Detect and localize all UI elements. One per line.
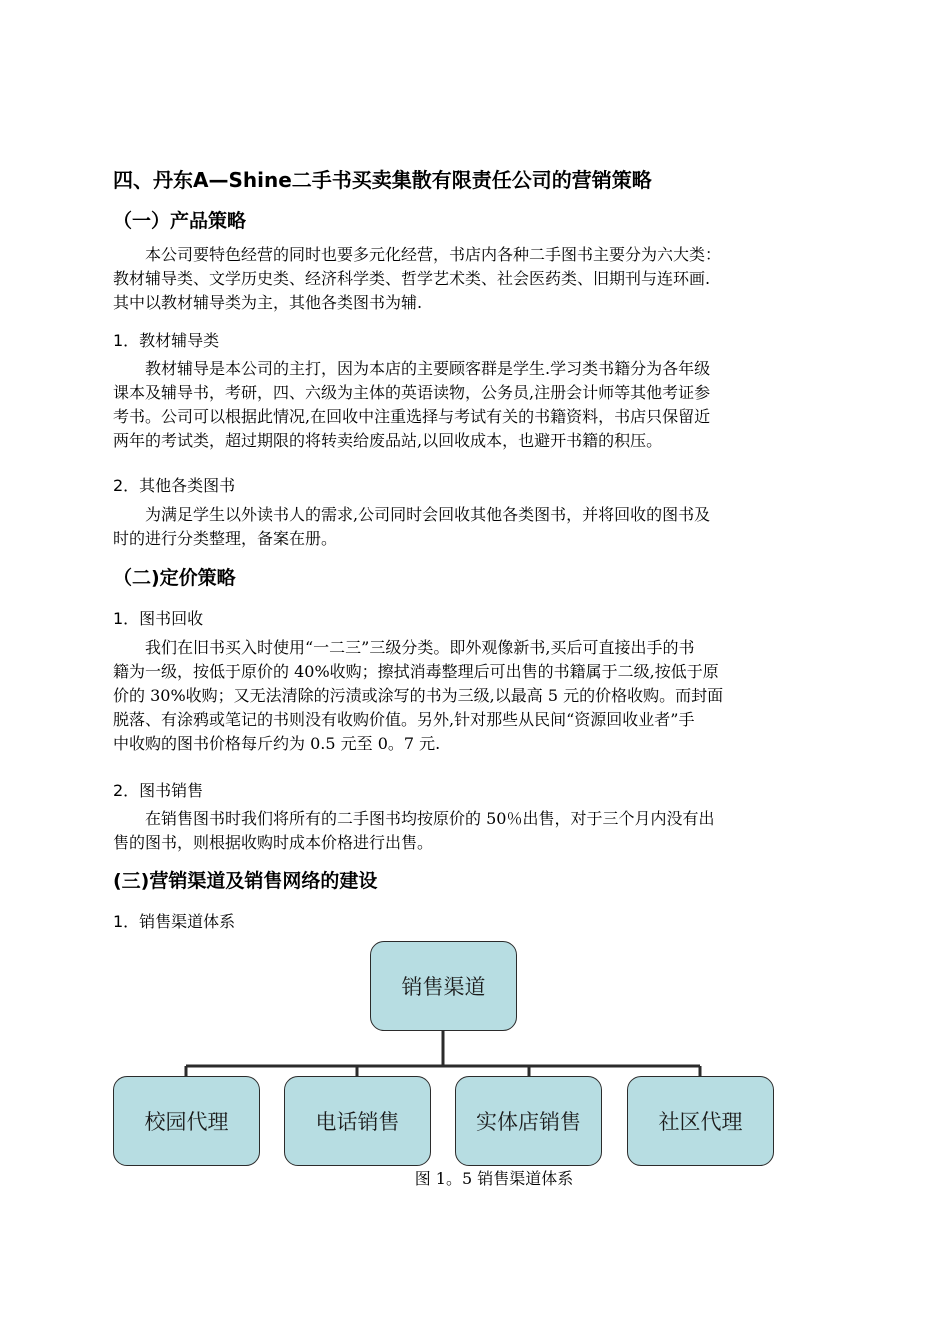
sales-paragraph: [113, 807, 839, 855]
recycling-heading: 1．图书回收: [113, 609, 204, 628]
paragraph-line: 为满足学生以外读书人的需求,公司同时会回收其他各类图书，并将回收的图书及: [145, 505, 711, 524]
paragraph-line: 售的图书，则根据收购时成本价格进行出售。: [113, 833, 434, 852]
sales-channel-diagram: [100, 930, 800, 1170]
paragraph-line: 脱落、有涂鸦或笔记的书则没有收购价值。另外,针对那些从民间“资源回收业者”手: [113, 710, 695, 729]
figure-caption: 图 1。5 销售渠道体系: [414, 1169, 574, 1188]
diagram-root-node: 销售渠道: [370, 941, 517, 1031]
sales-heading: 2．图书销售: [113, 781, 204, 800]
channels-heading: (三)营销渠道及销售网络的建设: [113, 870, 378, 892]
other-books-heading: 2．其他各类图书: [113, 476, 236, 495]
paragraph-line: 时的进行分类整理，备案在册。: [113, 529, 338, 548]
paragraph-line: 我们在旧书买入时使用“一二三”三级分类。即外观像新书,买后可直接出手的书: [145, 638, 695, 657]
channel-system-heading: 1．销售渠道体系: [113, 912, 236, 931]
diagram-node-store-sales: 实体店销售: [455, 1076, 602, 1166]
product-strategy-heading: （一）产品策略: [113, 210, 247, 232]
diagram-node-phone-sales: 电话销售: [284, 1076, 431, 1166]
paragraph-line: 考书。公司可以根据此情况,在回收中注重选择与考试有关的书籍资料，书店只保留近: [113, 407, 711, 426]
product-intro-paragraph: [113, 243, 839, 315]
paragraph-line: 两年的考试类，超过期限的将转卖给废品站,以回收成本，也避开书籍的积压。: [113, 431, 663, 450]
paragraph-line: 籍为一级，按低于原价的 40%收购；擦拭消毒整理后可出售的书籍属于二级,按低于原: [113, 662, 719, 681]
paragraph-line: 教材辅导是本公司的主打，因为本店的主要顾客群是学生.学习类书籍分为各年级: [145, 359, 711, 378]
textbook-heading: 1．教材辅导类: [113, 331, 220, 350]
paragraph-line: 教材辅导类、文学历史类、经济科学类、哲学艺术类、社会医药类、旧期刊与连环画.: [113, 269, 711, 288]
diagram-node-campus-agent: 校园代理: [113, 1076, 260, 1166]
textbook-paragraph: [113, 357, 839, 453]
other-books-paragraph: [113, 503, 839, 551]
pricing-strategy-heading: （二)定价策略: [113, 567, 236, 589]
paragraph-line: 在销售图书时我们将所有的二手图书均按原价的 50％出售，对于三个月内没有出: [145, 809, 715, 828]
section-title: 四、丹东A—Shine二手书买卖集散有限责任公司的营销策略: [113, 168, 652, 192]
paragraph-line: 价的 30%收购；又无法清除的污渍或涂写的书为三级,以最高 5 元的价格收购。而封面: [113, 686, 724, 705]
paragraph-line: 中收购的图书价格每斤约为 0.5 元至 0。7 元.: [113, 734, 441, 753]
paragraph-line: 其中以教材辅导类为主，其他各类图书为辅.: [113, 293, 423, 312]
paragraph-line: 课本及辅导书，考研，四、六级为主体的英语读物，公务员,注册会计师等其他考证参: [113, 383, 711, 402]
diagram-node-community-agent: 社区代理: [627, 1076, 774, 1166]
recycling-paragraph: [113, 636, 839, 756]
paragraph-line: 本公司要特色经营的同时也要多元化经营，书店内各种二手图书主要分为六大类：: [145, 245, 722, 264]
